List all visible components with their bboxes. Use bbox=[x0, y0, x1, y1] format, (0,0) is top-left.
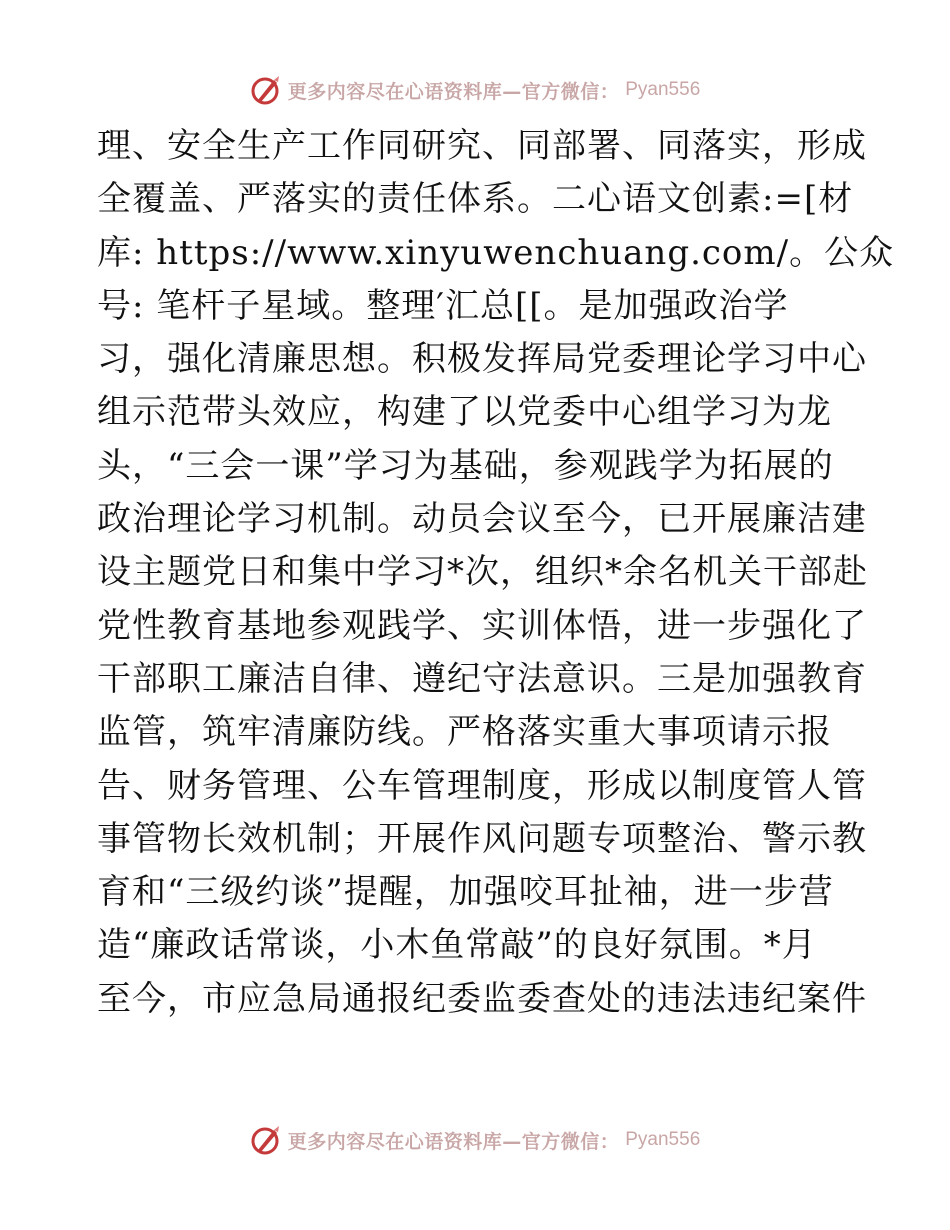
text-line: 习，强化清廉思想。积极发挥局党委理论学习中心 bbox=[97, 339, 867, 380]
watermark-wechat-id: Pyan556 bbox=[625, 79, 701, 100]
red-quill-logo-icon bbox=[250, 1124, 282, 1156]
watermark-text: 更多内容尽在心语资料库—官方微信： bbox=[287, 80, 620, 103]
text-line: 政治理论学习机制。动员会议至今，已开展廉洁建 bbox=[97, 499, 867, 540]
text-line: 头，“三会一课”学习为基础，参观践学为拓展的 bbox=[97, 445, 834, 486]
text-line: 告、财务管理、公车管理制度，形成以制度管人管 bbox=[97, 765, 867, 806]
text-line: 理、安全生产工作同研究、同部署、同落实，形成 bbox=[97, 126, 867, 166]
red-quill-logo-icon bbox=[250, 74, 282, 106]
document-body bbox=[97, 120, 895, 1026]
watermark-header bbox=[0, 70, 950, 110]
text-line: 组示范带头效应，构建了以党委中心组学习为龙 bbox=[97, 392, 832, 433]
text-line: 设主题党日和集中学习*次，组织*余名机关干部赴 bbox=[97, 552, 868, 593]
text-line: 造“廉政话常谈，小木鱼常敲”的良好氛围。*月 bbox=[97, 925, 817, 966]
text-line: 党性教育基地参观践学、实训体悟，进一步强化了 bbox=[97, 605, 867, 646]
text-line: 育和“三级约谈”提醒，加强咬耳扯袖，进一步营 bbox=[97, 872, 834, 913]
watermark-footer bbox=[0, 1120, 950, 1160]
text-line: 号: 笔杆子星域。整理′汇总[[。是加强政治学 bbox=[97, 285, 789, 326]
text-line: 至今，市应急局通报纪委监委查处的违法违纪案件 bbox=[97, 978, 867, 1019]
text-line: 干部职工廉洁自律、遵纪守法意识。三是加强教育 bbox=[97, 658, 867, 699]
watermark-text: 更多内容尽在心语资料库—官方微信： bbox=[287, 1130, 620, 1153]
text-line: 监管，筑牢清廉防线。严格落实重大事项请示报 bbox=[97, 712, 832, 753]
text-line: 库: https://www.xinyuwenchuang.com/。公众 bbox=[97, 232, 895, 273]
text-line: 全覆盖、严落实的责任体系。二心语文创素:=[材 bbox=[97, 179, 854, 220]
watermark-wechat-id: Pyan556 bbox=[625, 1129, 701, 1150]
text-line: 事管物长效机制；开展作风问题专项整治、警示教 bbox=[97, 818, 867, 859]
